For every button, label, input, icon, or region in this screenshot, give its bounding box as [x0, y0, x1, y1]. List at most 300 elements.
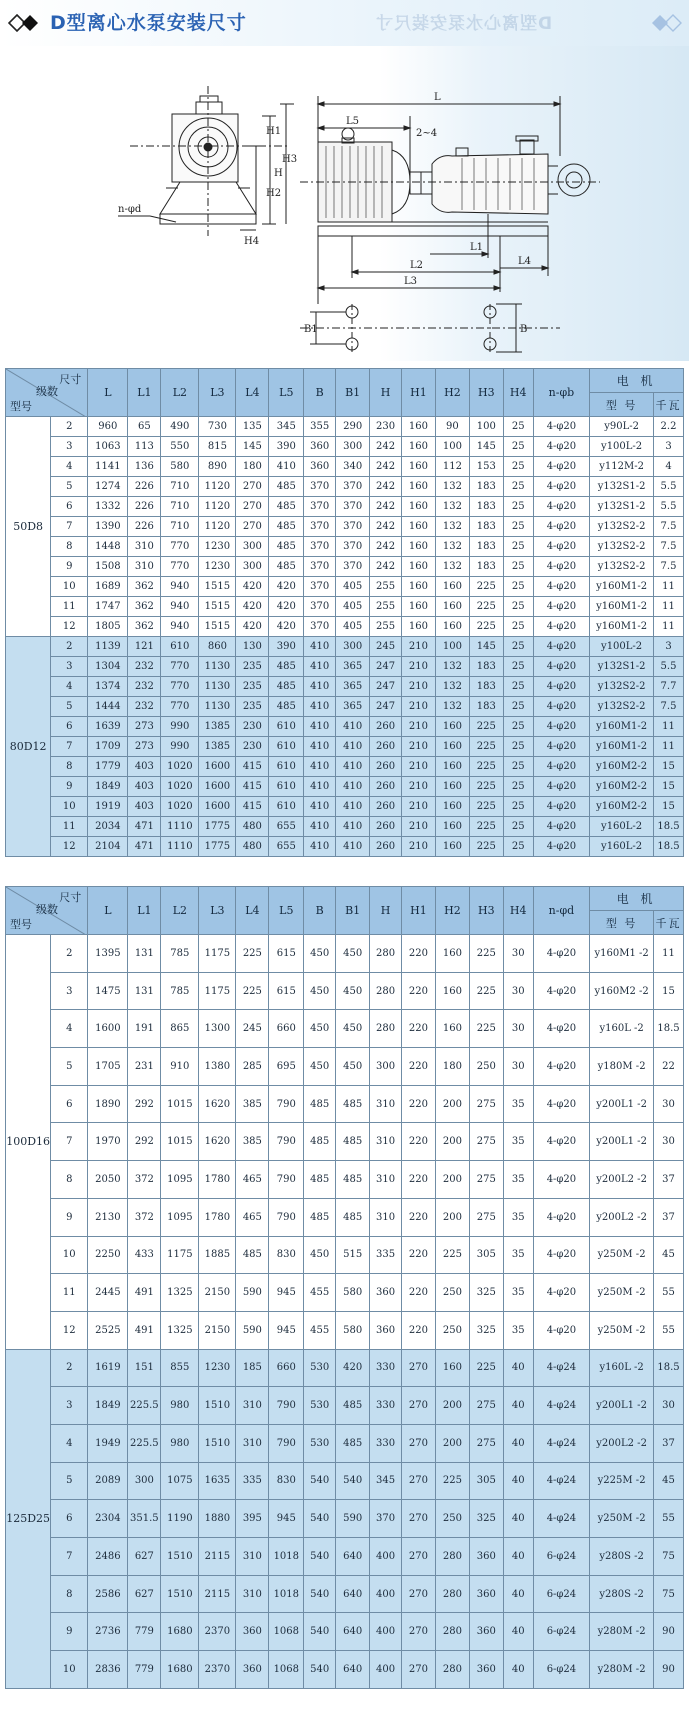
dim-cell: 345	[370, 1462, 402, 1500]
dim-cell: 40	[503, 1613, 533, 1651]
dim-cell: 280	[370, 972, 402, 1010]
dim-cell: 247	[370, 657, 402, 677]
dim-cell: 1510	[161, 1538, 199, 1576]
dim-cell: 25	[503, 477, 533, 497]
dim-cell: 2104	[88, 837, 128, 857]
dim-cell: 292	[128, 1123, 161, 1161]
dim-cell: 4-φ20	[533, 1236, 590, 1274]
dim-cell: 25	[503, 537, 533, 557]
stage-cell: 9	[51, 557, 88, 577]
table-row	[6, 777, 684, 797]
dim-cell: 1325	[161, 1311, 199, 1349]
dim-cell: 25	[503, 717, 533, 737]
dim-cell: 403	[128, 757, 161, 777]
dim-cell: 415	[236, 757, 269, 777]
motor-kw-cell: 55	[654, 1274, 684, 1312]
dim-cell: 185	[236, 1349, 269, 1387]
col-header: L1	[128, 369, 161, 417]
dim-cell: 910	[161, 1048, 199, 1086]
dim-cell: 300	[336, 437, 370, 457]
table-row	[6, 1651, 684, 1689]
dim-cell: 485	[269, 657, 304, 677]
dim-cell: 6-φ24	[533, 1651, 590, 1689]
motor-model-cell: y160M2-2	[590, 777, 654, 797]
motor-kw-cell: 90	[654, 1613, 684, 1651]
dim-cell: 660	[269, 1349, 304, 1387]
col-header: H3	[469, 887, 503, 935]
dim-cell: 270	[402, 1538, 436, 1576]
dim-cell: 210	[402, 777, 436, 797]
dim-cell: 980	[161, 1424, 199, 1462]
table-header	[6, 887, 684, 935]
dim-cell: 1780	[199, 1198, 236, 1236]
dim-cell: 4-φ20	[533, 637, 590, 657]
table-row	[6, 477, 684, 497]
dim-cell: 730	[199, 417, 236, 437]
dim-cell: 770	[161, 677, 199, 697]
dim-cell: 310	[236, 1387, 269, 1425]
dim-cell: 610	[269, 797, 304, 817]
dim-cell: 433	[128, 1236, 161, 1274]
dim-cell: 370	[304, 537, 336, 557]
dim-cell: 2250	[88, 1236, 128, 1274]
dim-cell: 485	[236, 1236, 269, 1274]
motor-model-cell: y280M -2	[590, 1613, 654, 1651]
dim-cell: 2586	[88, 1575, 128, 1613]
dim-cell: 220	[402, 1085, 436, 1123]
dim-cell: 225	[469, 617, 503, 637]
dim-cell: 2150	[199, 1274, 236, 1312]
dim-cell: 420	[269, 597, 304, 617]
dim-cell: 191	[128, 1010, 161, 1048]
dim-cell: 2736	[88, 1613, 128, 1651]
dim-cell: 790	[269, 1198, 304, 1236]
dim-cell: 270	[402, 1575, 436, 1613]
col-header: L5	[269, 369, 304, 417]
motor-kw-cell: 15	[654, 757, 684, 777]
dim-cell: 25	[503, 517, 533, 537]
stage-cell: 5	[51, 477, 88, 497]
dim-cell: 183	[469, 557, 503, 577]
col-header: L2	[161, 887, 199, 935]
table-row	[6, 757, 684, 777]
table-row	[6, 637, 684, 657]
dim-cell: 270	[236, 497, 269, 517]
header-band	[0, 0, 689, 46]
dim-cell: 25	[503, 577, 533, 597]
dim-cell: 770	[161, 657, 199, 677]
dim-cell: 4-φ24	[533, 1462, 590, 1500]
table-row	[6, 837, 684, 857]
motor-model-cell: y132S2-2	[590, 677, 654, 697]
stage-cell: 10	[51, 1236, 88, 1274]
dim-cell: 370	[304, 577, 336, 597]
motor-model-cell: y280S -2	[590, 1538, 654, 1576]
dim-cell: 655	[269, 817, 304, 837]
stage-cell: 4	[51, 1424, 88, 1462]
dim-cell: 242	[370, 437, 402, 457]
dim-cell: 540	[304, 1538, 336, 1576]
dim-cell: 345	[269, 417, 304, 437]
col-header: H1	[402, 887, 436, 935]
motor-kw-cell: 15	[654, 797, 684, 817]
stage-cell: 8	[51, 537, 88, 557]
dim-cell: 362	[128, 617, 161, 637]
dim-cell: 25	[503, 817, 533, 837]
dim-cell: 865	[161, 1010, 199, 1048]
dim-cell: 225	[469, 1349, 503, 1387]
motor-kw-header: 千瓦	[654, 393, 684, 417]
dim-cell: 131	[128, 972, 161, 1010]
dim-cell: 370	[336, 517, 370, 537]
dim-L2-label: L2	[410, 260, 424, 271]
dim-cell: 4-φ20	[533, 617, 590, 637]
dim-cell: 200	[435, 1424, 469, 1462]
dim-cell: 40	[503, 1462, 533, 1500]
dim-cell: 225	[469, 757, 503, 777]
dim-cell: 245	[236, 1010, 269, 1048]
dim-cell: 1110	[161, 817, 199, 837]
stage-cell: 9	[51, 777, 88, 797]
dim-cell: 183	[469, 537, 503, 557]
motor-model-cell: y132S1-2	[590, 657, 654, 677]
dim-cell: 4-φ24	[533, 1349, 590, 1387]
dim-cell: 1130	[199, 677, 236, 697]
table-row	[6, 797, 684, 817]
dim-cell: 160	[435, 797, 469, 817]
dim-cell: 530	[304, 1349, 336, 1387]
dim-cell: 640	[336, 1651, 370, 1689]
col-header: H1	[402, 369, 436, 417]
dim-cell: 220	[402, 1010, 436, 1048]
dim-cell: 4-φ20	[533, 1311, 590, 1349]
dim-cell: 225	[236, 972, 269, 1010]
table-row	[6, 1311, 684, 1349]
dim-cell: 2836	[88, 1651, 128, 1689]
dim-cell: 270	[402, 1613, 436, 1651]
dim-cell: 860	[199, 637, 236, 657]
dim-cell: 485	[336, 1198, 370, 1236]
table-row	[6, 537, 684, 557]
dim-cell: 260	[370, 777, 402, 797]
motor-model-cell: y160M2-2	[590, 797, 654, 817]
dim-cell: 4-φ24	[533, 1500, 590, 1538]
dim-cell: 940	[161, 617, 199, 637]
dim-cell: 779	[128, 1651, 161, 1689]
motor-model-cell: y132S2-2	[590, 537, 654, 557]
dim-cell: 225	[469, 817, 503, 837]
dim-cell: 590	[236, 1311, 269, 1349]
dim-cell: 242	[370, 557, 402, 577]
dim-cell: 420	[236, 597, 269, 617]
dim-cell: 1775	[199, 817, 236, 837]
dim-cell: 100	[469, 417, 503, 437]
dim-cell: 405	[336, 597, 370, 617]
dim-cell: 225	[469, 577, 503, 597]
motor-kw-cell: 18.5	[654, 837, 684, 857]
dim-cell: 360	[469, 1575, 503, 1613]
motor-model-cell: y132S1-2	[590, 477, 654, 497]
dim-cell: 25	[503, 417, 533, 437]
dim-cell: 403	[128, 797, 161, 817]
dim-cell: 1448	[88, 537, 128, 557]
dim-cell: 270	[402, 1462, 436, 1500]
dim-cell: 485	[269, 677, 304, 697]
dim-bolt-label: n-φd	[118, 204, 142, 215]
stage-cell: 10	[51, 1651, 88, 1689]
motor-kw-cell: 30	[654, 1085, 684, 1123]
col-header: L4	[236, 369, 269, 417]
dim-cell: 4-φ20	[533, 797, 590, 817]
dim-cell: 25	[503, 497, 533, 517]
table-row	[6, 617, 684, 637]
dim-cell: 1130	[199, 657, 236, 677]
stage-cell: 2	[51, 1349, 88, 1387]
dim-cell: 40	[503, 1349, 533, 1387]
motor-kw-cell: 5.5	[654, 497, 684, 517]
col-header: L	[88, 887, 128, 935]
motor-kw-cell: 7.5	[654, 517, 684, 537]
dim-cell: 1620	[199, 1123, 236, 1161]
dim-cell: 160	[435, 777, 469, 797]
spec-table-2	[5, 886, 684, 1689]
dim-cell: 1444	[88, 697, 128, 717]
dim-cell: 220	[402, 935, 436, 973]
dim-cell: 225	[469, 972, 503, 1010]
dim-cell: 225	[435, 1462, 469, 1500]
dim-cell: 310	[236, 1575, 269, 1613]
dim-gap-label: 2~4	[416, 128, 438, 139]
dim-cell: 270	[402, 1349, 436, 1387]
table-group-125D25	[6, 1349, 684, 1688]
motor-kw-cell: 22	[654, 1048, 684, 1086]
table-group-100D16	[6, 935, 684, 1350]
dim-cell: 280	[370, 935, 402, 973]
dim-cell: 131	[128, 935, 161, 973]
dim-cell: 640	[336, 1575, 370, 1613]
dim-cell: 465	[236, 1161, 269, 1199]
stage-cell: 8	[51, 757, 88, 777]
dim-cell: 491	[128, 1311, 161, 1349]
dim-cell: 1332	[88, 497, 128, 517]
col-header: H	[370, 369, 402, 417]
dim-cell: 260	[370, 737, 402, 757]
diamonds-icon	[8, 14, 48, 32]
dim-cell: 135	[236, 417, 269, 437]
col-header: L5	[269, 887, 304, 935]
dim-cell: 245	[370, 637, 402, 657]
motor-model-cell: y250M -2	[590, 1311, 654, 1349]
dim-cell: 225	[236, 935, 269, 973]
dim-cell: 485	[304, 1085, 336, 1123]
dim-cell: 25	[503, 797, 533, 817]
dim-cell: 132	[435, 517, 469, 537]
dim-cell: 25	[503, 697, 533, 717]
dim-cell: 4-φ20	[533, 577, 590, 597]
dim-cell: 132	[435, 697, 469, 717]
dim-cell: 1620	[199, 1085, 236, 1123]
dim-cell: 590	[336, 1500, 370, 1538]
dim-cell: 385	[236, 1085, 269, 1123]
dim-cell: 310	[370, 1085, 402, 1123]
dim-cell: 1890	[88, 1085, 128, 1123]
dim-cell: 160	[435, 597, 469, 617]
stage-cell: 5	[51, 1048, 88, 1086]
col-header: L3	[199, 887, 236, 935]
dim-cell: 2050	[88, 1161, 128, 1199]
model-cell: 50D8	[6, 417, 51, 637]
motor-kw-cell: 11	[654, 617, 684, 637]
dim-cell: 255	[370, 577, 402, 597]
dim-cell: 225	[469, 1010, 503, 1048]
dim-cell: 160	[435, 577, 469, 597]
dim-cell: 275	[469, 1424, 503, 1462]
dim-cell: 410	[304, 717, 336, 737]
dim-cell: 225	[469, 737, 503, 757]
dim-cell: 655	[269, 837, 304, 857]
dim-cell: 183	[469, 677, 503, 697]
col-header: L4	[236, 887, 269, 935]
dim-L1-label: L1	[470, 242, 484, 253]
motor-kw-cell: 45	[654, 1236, 684, 1274]
dim-cell: 25	[503, 437, 533, 457]
dim-cell: 4-φ20	[533, 757, 590, 777]
model-cell: 125D25	[6, 1349, 51, 1688]
motor-model-cell: y160M1-2	[590, 737, 654, 757]
motor-model-cell: y200L1 -2	[590, 1085, 654, 1123]
dim-cell: 1110	[161, 837, 199, 857]
dim-cell: 855	[161, 1349, 199, 1387]
dim-cell: 410	[336, 817, 370, 837]
dim-cell: 372	[128, 1198, 161, 1236]
dim-cell: 25	[503, 597, 533, 617]
dim-cell: 1680	[161, 1651, 199, 1689]
dim-cell: 420	[336, 1349, 370, 1387]
dim-cell: 2115	[199, 1538, 236, 1576]
dim-cell: 310	[128, 557, 161, 577]
dim-cell: 4-φ20	[533, 437, 590, 457]
motor-kw-header: 千瓦	[654, 911, 684, 935]
dim-cell: 1600	[199, 797, 236, 817]
dim-cell: 160	[402, 417, 436, 437]
dim-cell: 2034	[88, 817, 128, 837]
dim-cell: 100	[435, 437, 469, 457]
dim-cell: 210	[402, 817, 436, 837]
dim-cell: 710	[161, 517, 199, 537]
stage-cell: 4	[51, 677, 88, 697]
dim-cell: 1515	[199, 577, 236, 597]
dim-cell: 4-φ20	[533, 1161, 590, 1199]
dim-cell: 1230	[199, 557, 236, 577]
dim-cell: 491	[128, 1274, 161, 1312]
table-row	[6, 1123, 684, 1161]
motor-kw-cell: 75	[654, 1538, 684, 1576]
header-stages-label: 级数	[36, 385, 58, 398]
motor-kw-cell: 7.7	[654, 677, 684, 697]
dim-cell: 210	[402, 677, 436, 697]
dim-cell: 65	[128, 417, 161, 437]
motor-header: 电 机	[590, 369, 684, 393]
dim-cell: 250	[435, 1274, 469, 1312]
dim-cell: 6-φ24	[533, 1538, 590, 1576]
motor-kw-cell: 4	[654, 457, 684, 477]
dim-cell: 1779	[88, 757, 128, 777]
dim-cell: 370	[336, 497, 370, 517]
stage-cell: 3	[51, 437, 88, 457]
dim-cell: 25	[503, 657, 533, 677]
dim-cell: 1510	[161, 1575, 199, 1613]
dim-cell: 210	[402, 637, 436, 657]
dim-cell: 160	[435, 737, 469, 757]
dim-cell: 1849	[88, 777, 128, 797]
dim-cell: 200	[435, 1123, 469, 1161]
stage-cell: 9	[51, 1198, 88, 1236]
dim-cell: 25	[503, 677, 533, 697]
dim-cell: 410	[304, 837, 336, 857]
dim-cell: 255	[370, 597, 402, 617]
dim-cell: 232	[128, 677, 161, 697]
dim-cell: 410	[304, 697, 336, 717]
dim-L5-label: L5	[346, 116, 360, 127]
dim-cell: 35	[503, 1161, 533, 1199]
dim-cell: 1230	[199, 537, 236, 557]
stage-cell: 3	[51, 972, 88, 1010]
stage-cell: 3	[51, 1387, 88, 1425]
dim-cell: 4-φ20	[533, 457, 590, 477]
dim-cell: 225	[469, 777, 503, 797]
dim-cell: 310	[128, 537, 161, 557]
dim-cell: 490	[161, 417, 199, 437]
table-row	[6, 1236, 684, 1274]
dim-cell: 1880	[199, 1500, 236, 1538]
dim-cell: 160	[435, 837, 469, 857]
dim-cell: 260	[370, 837, 402, 857]
dim-cell: 270	[236, 517, 269, 537]
col-header: H	[370, 887, 402, 935]
motor-kw-cell: 55	[654, 1311, 684, 1349]
dim-cell: 310	[236, 1538, 269, 1576]
dim-cell: 4-φ20	[533, 597, 590, 617]
dim-cell: 450	[304, 1048, 336, 1086]
dim-cell: 540	[304, 1651, 336, 1689]
dim-cell: 260	[370, 757, 402, 777]
dim-cell: 1325	[161, 1274, 199, 1312]
dim-cell: 1949	[88, 1424, 128, 1462]
dim-cell: 160	[402, 577, 436, 597]
dim-cell: 25	[503, 457, 533, 477]
stage-cell: 12	[51, 617, 88, 637]
dim-cell: 370	[370, 1500, 402, 1538]
dim-cell: 35	[503, 1236, 533, 1274]
header-dim-label: 尺寸	[59, 373, 82, 386]
dim-cell: 6-φ24	[533, 1575, 590, 1613]
dim-cell: 180	[435, 1048, 469, 1086]
dim-cell: 1304	[88, 657, 128, 677]
dim-cell: 226	[128, 477, 161, 497]
dim-cell: 40	[503, 1424, 533, 1462]
spec-table-1	[5, 368, 684, 857]
motor-kw-cell: 55	[654, 1500, 684, 1538]
dim-cell: 230	[370, 417, 402, 437]
dim-cell: 1120	[199, 477, 236, 497]
motor-model-cell: y280S -2	[590, 1575, 654, 1613]
dim-cell: 471	[128, 837, 161, 857]
dim-cell: 255	[370, 617, 402, 637]
header-dim-label: 尺寸	[59, 891, 82, 904]
motor-model-cell: y132S2-2	[590, 557, 654, 577]
dim-cell: 540	[304, 1462, 336, 1500]
dim-cell: 1385	[199, 737, 236, 757]
